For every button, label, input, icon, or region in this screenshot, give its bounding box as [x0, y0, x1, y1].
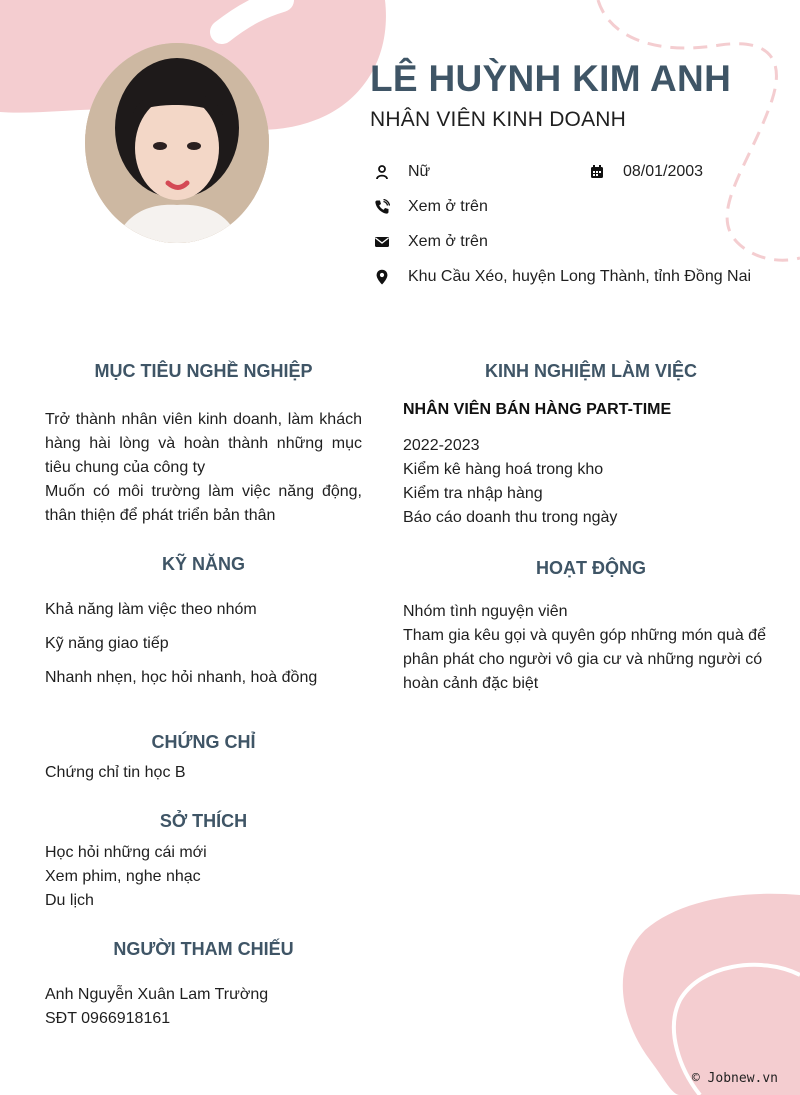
reference-item: Anh Nguyễn Xuân Lam Trường — [45, 986, 269, 1003]
certificate-item: Chứng chỉ tin học B — [45, 764, 186, 781]
location-pin-icon — [373, 268, 391, 286]
skills-title: KỸ NĂNG — [161, 554, 245, 574]
birthdate-value: 08/01/2003 — [623, 163, 704, 180]
hobbies-list — [45, 841, 207, 913]
calendar-icon — [588, 163, 606, 181]
address-value: Khu Cầu Xéo, huyện Long Thành, tỉnh Đồng Nai — [408, 268, 752, 285]
skill-item: Khả năng làm việc theo nhóm — [45, 601, 257, 618]
bottom-right-pink-blob — [623, 894, 800, 1095]
experience-details — [403, 434, 617, 530]
objective-section — [45, 408, 362, 528]
skill-item: Kỹ năng giao tiếp — [45, 635, 169, 652]
activity-line: Nhóm tình nguyện viên — [403, 603, 568, 620]
activity-line: Tham gia kêu gọi và quyên góp những món quà để phân phát cho người vô gia cư và những người có hoàn cảnh đặc biệt — [403, 627, 766, 692]
experience-task: Kiểm tra nhập hàng — [403, 485, 543, 502]
objective-paragraph: Trở thành nhân viên kinh doanh, làm khách hàng hài lòng và hoàn thành những mục tiêu chung của công ty — [45, 411, 362, 476]
references-title: NGƯỜI THAM CHIẾU — [113, 939, 294, 959]
experience-title: KINH NGHIỆM LÀM VIỆC — [484, 361, 697, 381]
copyright-footer: © Jobnew.vn — [691, 1071, 778, 1086]
top-right-dashed-curve — [598, 0, 800, 260]
reference-item: SĐT 0966918161 — [45, 1010, 171, 1027]
email-row — [373, 231, 488, 253]
hobbies-title: SỞ THÍCH — [159, 811, 248, 831]
email-value: Xem ở trên — [408, 233, 488, 250]
phone-value: Xem ở trên — [408, 198, 488, 215]
activities-section — [403, 600, 781, 696]
job-title: NHÂN VIÊN KINH DOANH — [370, 108, 627, 131]
candidate-name: LÊ HUỲNH KIM ANH — [370, 58, 732, 99]
address-row — [373, 266, 751, 288]
hobby-item: Xem phim, nghe nhạc — [45, 868, 201, 885]
objective-title: MỤC TIÊU NGHỀ NGHIỆP — [94, 361, 313, 381]
experience-task: Báo cáo doanh thu trong ngày — [403, 509, 618, 526]
phone-row — [373, 196, 488, 218]
references-list — [45, 983, 268, 1031]
hobby-item: Học hỏi những cái mới — [45, 844, 207, 861]
profile-photo — [85, 43, 269, 243]
experience-task: Kiểm kê hàng hoá trong kho — [403, 461, 604, 478]
gender-value: Nữ — [408, 163, 431, 180]
envelope-icon — [373, 233, 391, 251]
hobby-item: Du lịch — [45, 892, 94, 909]
objective-paragraph: Muốn có môi trường làm việc năng động, thân thiện để phát triển bản thân — [45, 483, 362, 524]
skill-item: Nhanh nhẹn, học hỏi nhanh, hoà đồng — [45, 669, 318, 686]
person-icon — [373, 163, 391, 181]
experience-position: NHÂN VIÊN BÁN HÀNG PART-TIME — [403, 401, 672, 418]
experience-period: 2022-2023 — [403, 437, 480, 454]
activities-title: HOẠT ĐỘNG — [536, 558, 646, 578]
gender-row — [373, 161, 430, 183]
certificates-title: CHỨNG CHỈ — [151, 732, 256, 752]
birthdate-row — [588, 161, 703, 183]
portrait-illustration — [85, 43, 269, 243]
phone-icon — [373, 198, 391, 216]
